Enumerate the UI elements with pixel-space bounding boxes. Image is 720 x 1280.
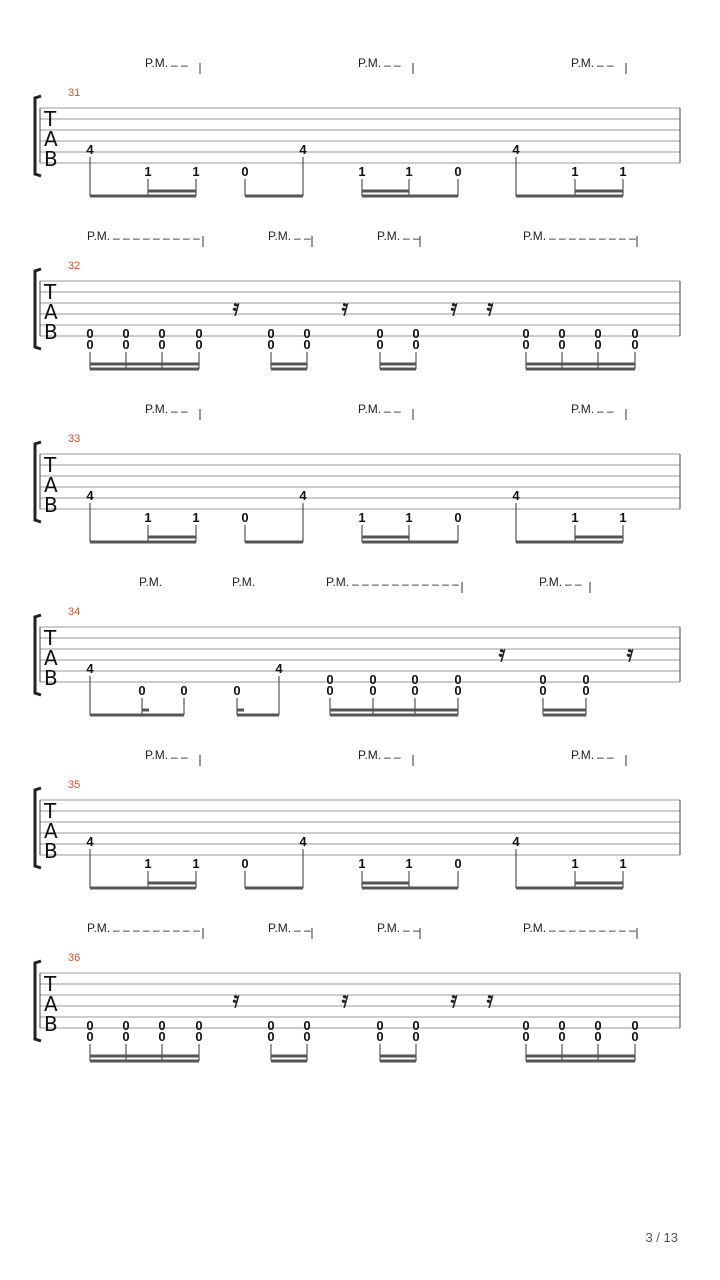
system-36 bbox=[35, 921, 680, 1061]
fret-number: 0 bbox=[241, 164, 249, 179]
fret-number: 1 bbox=[192, 510, 200, 525]
fret-number: 0 bbox=[582, 683, 590, 698]
fret-number: 0 bbox=[241, 856, 249, 871]
palm-mute-extension: – – bbox=[384, 750, 401, 764]
sixteenth-rest: 𝄿 bbox=[341, 988, 349, 1013]
fret-number: 0 bbox=[558, 1018, 566, 1033]
fret-number: 0 bbox=[303, 337, 311, 352]
fret-number: 0 bbox=[122, 1029, 130, 1044]
fret-number: 0 bbox=[594, 1018, 602, 1033]
sixteenth-rest: 𝄿 bbox=[498, 642, 506, 667]
fret-number: 0 bbox=[594, 337, 602, 352]
palm-mute-label: P.M. bbox=[358, 56, 382, 70]
fret-number: 0 bbox=[158, 337, 166, 352]
palm-mute-extension: – – bbox=[294, 231, 311, 245]
fret-number: 0 bbox=[454, 672, 462, 687]
measure-number: 32 bbox=[68, 260, 81, 272]
palm-mute-label: P.M. bbox=[87, 921, 111, 935]
fret-number: 0 bbox=[86, 1018, 94, 1033]
tab-clef-letter: A bbox=[44, 300, 58, 324]
palm-mute-extension: – – bbox=[403, 231, 420, 245]
fret-number: 4 bbox=[275, 661, 283, 676]
tab-clef-letter: T bbox=[44, 280, 57, 304]
fret-number: 1 bbox=[405, 856, 413, 871]
fret-number: 0 bbox=[195, 1018, 203, 1033]
tab-clef-letter: A bbox=[44, 992, 58, 1016]
palm-mute-extension: – – bbox=[171, 404, 188, 418]
fret-number: 0 bbox=[376, 1029, 384, 1044]
tab-clef-letter: T bbox=[44, 972, 57, 996]
fret-number: 4 bbox=[512, 834, 520, 849]
fret-number: 0 bbox=[376, 337, 384, 352]
fret-number: 0 bbox=[631, 337, 639, 352]
fret-number: 0 bbox=[631, 1029, 639, 1044]
tab-clef-letter: B bbox=[44, 320, 58, 344]
fret-number: 1 bbox=[571, 856, 579, 871]
fret-number: 0 bbox=[558, 1029, 566, 1044]
palm-mute-label: P.M. bbox=[145, 56, 169, 70]
sixteenth-rest: 𝄿 bbox=[486, 296, 494, 321]
fret-number: 4 bbox=[86, 142, 94, 157]
tab-clef-letter: B bbox=[44, 839, 58, 863]
fret-number: 0 bbox=[558, 337, 566, 352]
tab-clef-letter: A bbox=[44, 819, 58, 843]
palm-mute-label: P.M. bbox=[145, 402, 169, 416]
fret-number: 0 bbox=[267, 326, 275, 341]
system-34 bbox=[35, 575, 680, 715]
palm-mute-extension: – – bbox=[294, 923, 311, 937]
fret-number: 4 bbox=[512, 142, 520, 157]
fret-number: 0 bbox=[267, 1018, 275, 1033]
fret-number: 0 bbox=[195, 1029, 203, 1044]
palm-mute-label: P.M. bbox=[571, 56, 595, 70]
fret-number: 0 bbox=[412, 1018, 420, 1033]
fret-number: 1 bbox=[144, 164, 152, 179]
fret-number: 0 bbox=[412, 326, 420, 341]
fret-number: 0 bbox=[631, 1018, 639, 1033]
palm-mute-label: P.M. bbox=[326, 575, 350, 589]
fret-number: 0 bbox=[158, 1029, 166, 1044]
fret-number: 1 bbox=[192, 164, 200, 179]
fret-number: 0 bbox=[369, 683, 377, 698]
fret-number: 0 bbox=[522, 1029, 530, 1044]
fret-number: 0 bbox=[522, 1018, 530, 1033]
fret-number: 4 bbox=[299, 142, 307, 157]
fret-number: 0 bbox=[326, 683, 334, 698]
fret-number: 1 bbox=[571, 510, 579, 525]
fret-number: 0 bbox=[411, 672, 419, 687]
fret-number: 0 bbox=[594, 326, 602, 341]
fret-number: 0 bbox=[158, 326, 166, 341]
fret-number: 4 bbox=[299, 834, 307, 849]
system-31 bbox=[35, 56, 680, 196]
fret-number: 1 bbox=[144, 510, 152, 525]
measure-number: 34 bbox=[68, 606, 81, 618]
sixteenth-rest: 𝄿 bbox=[341, 296, 349, 321]
tab-clef-letter: B bbox=[44, 147, 58, 171]
palm-mute-label: P.M. bbox=[571, 402, 595, 416]
palm-mute-label: P.M. bbox=[377, 921, 401, 935]
fret-number: 0 bbox=[369, 672, 377, 687]
fret-number: 1 bbox=[405, 510, 413, 525]
palm-mute-label: P.M. bbox=[358, 402, 382, 416]
page-number: 3 / 13 bbox=[645, 1230, 678, 1245]
fret-number: 0 bbox=[522, 326, 530, 341]
palm-mute-label: P.M. bbox=[539, 575, 563, 589]
tab-clef-letter: A bbox=[44, 127, 58, 151]
fret-number: 1 bbox=[144, 856, 152, 871]
sixteenth-rest: 𝄿 bbox=[232, 988, 240, 1013]
palm-mute-extension: – – bbox=[384, 58, 401, 72]
fret-number: 0 bbox=[454, 164, 462, 179]
palm-mute-extension: – – bbox=[597, 58, 614, 72]
fret-number: 0 bbox=[86, 1029, 94, 1044]
fret-number: 0 bbox=[412, 337, 420, 352]
palm-mute-label: P.M. bbox=[571, 748, 595, 762]
palm-mute-extension: – – bbox=[597, 404, 614, 418]
measure-number: 31 bbox=[68, 87, 81, 99]
fret-number: 0 bbox=[594, 1029, 602, 1044]
palm-mute-label: P.M. bbox=[268, 921, 292, 935]
fret-number: 0 bbox=[86, 326, 94, 341]
fret-number: 0 bbox=[303, 326, 311, 341]
tab-clef-letter: T bbox=[44, 107, 57, 131]
fret-number: 0 bbox=[454, 510, 462, 525]
palm-mute-extension: – – bbox=[384, 404, 401, 418]
fret-number: 4 bbox=[299, 488, 307, 503]
fret-number: 0 bbox=[303, 1018, 311, 1033]
fret-number: 0 bbox=[454, 856, 462, 871]
fret-number: 0 bbox=[454, 683, 462, 698]
sixteenth-rest: 𝄿 bbox=[232, 296, 240, 321]
fret-number: 0 bbox=[122, 1018, 130, 1033]
fret-number: 0 bbox=[267, 337, 275, 352]
palm-mute-extension: – – bbox=[171, 750, 188, 764]
fret-number: 0 bbox=[138, 683, 146, 698]
fret-number: 0 bbox=[376, 326, 384, 341]
fret-number: 4 bbox=[86, 661, 94, 676]
palm-mute-extension: – – bbox=[171, 58, 188, 72]
fret-number: 1 bbox=[619, 510, 627, 525]
palm-mute-label: P.M. bbox=[523, 921, 547, 935]
tab-clef-letter: A bbox=[44, 646, 58, 670]
measure-number: 33 bbox=[68, 433, 81, 445]
palm-mute-label: P.M. bbox=[377, 229, 401, 243]
fret-number: 4 bbox=[86, 488, 94, 503]
fret-number: 0 bbox=[158, 1018, 166, 1033]
palm-mute-extension: – – – – – – – – – bbox=[549, 923, 636, 937]
tab-clef-letter: T bbox=[44, 453, 57, 477]
fret-number: 0 bbox=[631, 326, 639, 341]
palm-mute-extension: – – – – – – – – – bbox=[113, 923, 200, 937]
system-32 bbox=[35, 229, 680, 369]
tab-clef-letter: B bbox=[44, 493, 58, 517]
tab-clef-letter: T bbox=[44, 626, 57, 650]
sixteenth-rest: 𝄿 bbox=[626, 642, 634, 667]
fret-number: 0 bbox=[326, 672, 334, 687]
palm-mute-label: P.M. bbox=[145, 748, 169, 762]
fret-number: 0 bbox=[558, 326, 566, 341]
palm-mute-extension: – – bbox=[565, 577, 582, 591]
palm-mute-label: P.M. bbox=[268, 229, 292, 243]
fret-number: 1 bbox=[358, 856, 366, 871]
fret-number: 0 bbox=[411, 683, 419, 698]
fret-number: 0 bbox=[303, 1029, 311, 1044]
palm-mute-extension: – – bbox=[597, 750, 614, 764]
fret-number: 4 bbox=[86, 834, 94, 849]
fret-number: 1 bbox=[619, 164, 627, 179]
fret-number: 0 bbox=[122, 326, 130, 341]
fret-number: 0 bbox=[122, 337, 130, 352]
tab-clef-letter: B bbox=[44, 666, 58, 690]
fret-number: 0 bbox=[376, 1018, 384, 1033]
palm-mute-label: P.M. bbox=[87, 229, 111, 243]
fret-number: 0 bbox=[180, 683, 188, 698]
fret-number: 0 bbox=[522, 337, 530, 352]
palm-mute-label: P.M. bbox=[358, 748, 382, 762]
palm-mute-label: P.M. bbox=[523, 229, 547, 243]
fret-number: 4 bbox=[512, 488, 520, 503]
fret-number: 1 bbox=[358, 510, 366, 525]
fret-number: 1 bbox=[405, 164, 413, 179]
fret-number: 0 bbox=[582, 672, 590, 687]
palm-mute-extension: – – – – – – – – – – – bbox=[352, 577, 459, 591]
fret-number: 0 bbox=[195, 326, 203, 341]
fret-number: 0 bbox=[233, 683, 241, 698]
tab-clef-letter: B bbox=[44, 1012, 58, 1036]
tab-clef-letter: A bbox=[44, 473, 58, 497]
system-33 bbox=[35, 402, 680, 542]
fret-number: 0 bbox=[86, 337, 94, 352]
palm-mute-extension: – – bbox=[403, 923, 420, 937]
sixteenth-rest: 𝄿 bbox=[450, 296, 458, 321]
fret-number: 0 bbox=[195, 337, 203, 352]
fret-number: 0 bbox=[539, 672, 547, 687]
fret-number: 1 bbox=[571, 164, 579, 179]
sixteenth-rest: 𝄿 bbox=[450, 988, 458, 1013]
palm-mute-label: P.M. bbox=[139, 575, 163, 589]
measure-number: 35 bbox=[68, 779, 81, 791]
system-35 bbox=[35, 748, 680, 888]
sixteenth-rest: 𝄿 bbox=[486, 988, 494, 1013]
palm-mute-extension: – – – – – – – – – bbox=[113, 231, 200, 245]
fret-number: 1 bbox=[192, 856, 200, 871]
palm-mute-extension: – – – – – – – – – bbox=[549, 231, 636, 245]
tab-clef-letter: T bbox=[44, 799, 57, 823]
measure-number: 36 bbox=[68, 952, 81, 964]
fret-number: 1 bbox=[619, 856, 627, 871]
fret-number: 0 bbox=[539, 683, 547, 698]
fret-number: 0 bbox=[241, 510, 249, 525]
fret-number: 0 bbox=[267, 1029, 275, 1044]
fret-number: 1 bbox=[358, 164, 366, 179]
palm-mute-label: P.M. bbox=[232, 575, 256, 589]
fret-number: 0 bbox=[412, 1029, 420, 1044]
